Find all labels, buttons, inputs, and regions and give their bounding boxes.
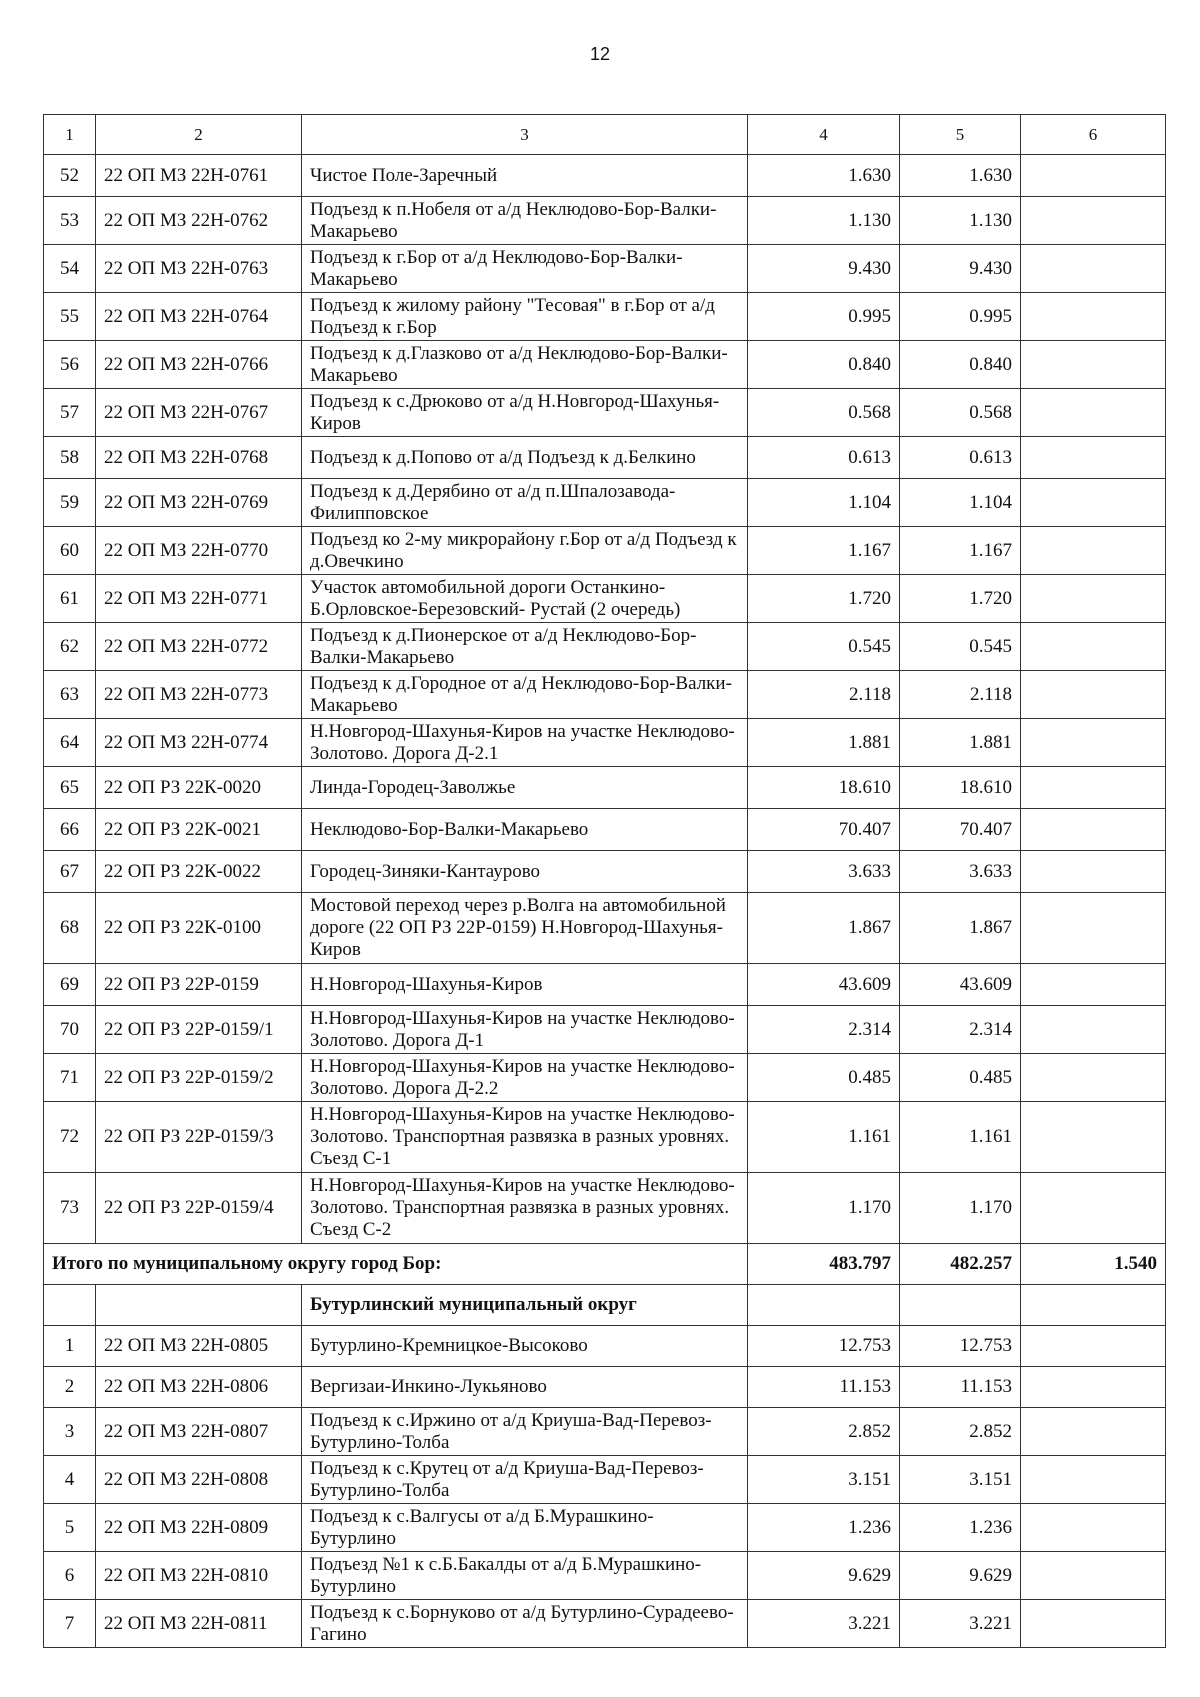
table-row [44,719,1166,767]
column-5-value: 1.720 [900,575,1021,623]
row-number: 52 [44,155,96,197]
road-name: Подъезд к п.Нобеля от а/д Неклюдово-Бор-Валки-Макарьево [302,197,748,245]
table-row [44,1600,1166,1648]
row-number: 62 [44,623,96,671]
road-code: 22 ОП МЗ 22Н-0811 [96,1600,302,1648]
row-number: 7 [44,1600,96,1648]
column-5-value: 9.430 [900,245,1021,293]
road-code: 22 ОП МЗ 22Н-0772 [96,623,302,671]
column-6-value [1021,1367,1166,1408]
total-column-6: 1.540 [1021,1244,1166,1285]
road-name: Городец-Зиняки-Кантаурово [302,851,748,893]
road-name: Мостовой переход через р.Волга на автомобильной дороге (22 ОП РЗ 22Р-0159) Н.Новгород-Шахунья-Киров [302,893,748,964]
roads-table [43,114,1166,1648]
column-6-value [1021,389,1166,437]
road-name: Линда-Городец-Заволжье [302,767,748,809]
road-length: 12.753 [748,1326,900,1367]
road-code: 22 ОП РЗ 22Р-0159/3 [96,1102,302,1173]
column-6-value [1021,851,1166,893]
table-row [44,437,1166,479]
column-6-value [1021,1600,1166,1648]
table-row [44,575,1166,623]
cell-empty [96,1285,302,1326]
row-number: 59 [44,479,96,527]
table-row [44,851,1166,893]
table-row [44,1408,1166,1456]
row-number: 4 [44,1456,96,1504]
column-5-value: 12.753 [900,1326,1021,1367]
road-length: 1.630 [748,155,900,197]
column-5-value: 3.151 [900,1456,1021,1504]
road-length: 1.720 [748,575,900,623]
row-number: 72 [44,1102,96,1173]
road-name: Подъезд к д.Дерябино от а/д п.Шпалозавода-Филипповское [302,479,748,527]
road-length: 1.161 [748,1102,900,1173]
road-code: 22 ОП МЗ 22Н-0810 [96,1552,302,1600]
column-6-value [1021,1408,1166,1456]
road-length: 18.610 [748,767,900,809]
road-code: 22 ОП МЗ 22Н-0761 [96,155,302,197]
road-code: 22 ОП МЗ 22Н-0774 [96,719,302,767]
road-length: 43.609 [748,964,900,1006]
row-number: 56 [44,341,96,389]
road-code: 22 ОП РЗ 22К-0100 [96,893,302,964]
row-number: 5 [44,1504,96,1552]
row-number: 69 [44,964,96,1006]
table-row [44,1102,1166,1173]
road-code: 22 ОП РЗ 22Р-0159 [96,964,302,1006]
road-code: 22 ОП МЗ 22Н-0770 [96,527,302,575]
column-5-value: 2.852 [900,1408,1021,1456]
row-number: 70 [44,1006,96,1054]
row-number: 66 [44,809,96,851]
column-6-value [1021,1054,1166,1102]
total-column-5: 482.257 [900,1244,1021,1285]
column-6-value [1021,293,1166,341]
table-row [44,389,1166,437]
table-row [44,245,1166,293]
row-number: 6 [44,1552,96,1600]
table-row [44,527,1166,575]
road-name: Подъезд к д.Пионерское от а/д Неклюдово-Бор-Валки-Макарьево [302,623,748,671]
column-header: 4 [748,115,900,155]
road-length: 0.485 [748,1054,900,1102]
column-5-value: 0.613 [900,437,1021,479]
table-row [44,1552,1166,1600]
table-row [44,1006,1166,1054]
road-name: Вергизаи-Инкино-Лукьяново [302,1367,748,1408]
road-length: 1.867 [748,893,900,964]
column-6-value [1021,575,1166,623]
column-6-value [1021,719,1166,767]
road-name: Подъезд к с.Иржино от а/д Криуша-Вад-Перевоз-Бутурлино-Толба [302,1408,748,1456]
row-number: 58 [44,437,96,479]
column-5-value: 2.314 [900,1006,1021,1054]
road-code: 22 ОП МЗ 22Н-0768 [96,437,302,479]
row-number: 67 [44,851,96,893]
column-6-value [1021,1552,1166,1600]
column-5-value: 0.545 [900,623,1021,671]
column-6-value [1021,1456,1166,1504]
row-number: 65 [44,767,96,809]
table-row [44,1054,1166,1102]
cell-empty [44,1285,96,1326]
district-header-row [44,1285,1166,1326]
road-name: Н.Новгород-Шахунья-Киров на участке Неклюдово-Золотово. Дорога Д-2.2 [302,1054,748,1102]
column-5-value: 9.629 [900,1552,1021,1600]
total-length: 483.797 [748,1244,900,1285]
road-length: 3.633 [748,851,900,893]
column-5-value: 1.881 [900,719,1021,767]
road-name: Подъезд к с.Дрюково от а/д Н.Новгород-Шахунья-Киров [302,389,748,437]
table-row [44,671,1166,719]
column-5-value: 1.867 [900,893,1021,964]
table-row [44,623,1166,671]
column-header: 5 [900,115,1021,155]
road-code: 22 ОП РЗ 22К-0021 [96,809,302,851]
column-6-value [1021,341,1166,389]
road-length: 0.613 [748,437,900,479]
road-name: Н.Новгород-Шахунья-Киров [302,964,748,1006]
column-header: 1 [44,115,96,155]
road-code: 22 ОП РЗ 22Р-0159/1 [96,1006,302,1054]
table-row [44,1504,1166,1552]
buturlino-rows [44,1326,1166,1648]
road-length: 0.995 [748,293,900,341]
road-length: 70.407 [748,809,900,851]
column-6-value [1021,479,1166,527]
road-code: 22 ОП МЗ 22Н-0767 [96,389,302,437]
column-5-value: 1.104 [900,479,1021,527]
column-6-value [1021,809,1166,851]
road-code: 22 ОП РЗ 22К-0022 [96,851,302,893]
road-length: 0.568 [748,389,900,437]
cell-empty [1021,1285,1166,1326]
column-6-value [1021,1006,1166,1054]
road-code: 22 ОП МЗ 22Н-0769 [96,479,302,527]
road-code: 22 ОП МЗ 22Н-0763 [96,245,302,293]
column-6-value [1021,893,1166,964]
road-length: 2.314 [748,1006,900,1054]
table-row [44,197,1166,245]
row-number: 54 [44,245,96,293]
road-name: Подъезд к с.Крутец от а/д Криуша-Вад-Перевоз-Бутурлино-Толба [302,1456,748,1504]
total-label: Итого по муниципальному округу город Бор: [44,1244,748,1285]
table-row [44,341,1166,389]
column-5-value: 1.170 [900,1173,1021,1244]
page-number: 12 [589,44,611,64]
row-number: 73 [44,1173,96,1244]
road-length: 1.881 [748,719,900,767]
column-5-value: 1.236 [900,1504,1021,1552]
road-code: 22 ОП МЗ 22Н-0773 [96,671,302,719]
column-5-value: 11.153 [900,1367,1021,1408]
road-code: 22 ОП МЗ 22Н-0766 [96,341,302,389]
column-5-value: 1.130 [900,197,1021,245]
row-number: 55 [44,293,96,341]
table-row [44,293,1166,341]
road-code: 22 ОП МЗ 22Н-0806 [96,1367,302,1408]
column-5-value: 3.221 [900,1600,1021,1648]
column-6-value [1021,671,1166,719]
column-6-value [1021,1326,1166,1367]
column-header: 6 [1021,115,1166,155]
road-code: 22 ОП МЗ 22Н-0771 [96,575,302,623]
road-name: Подъезд №1 к с.Б.Бакалды от а/д Б.Мурашкино-Бутурлино [302,1552,748,1600]
road-name: Подъезд к с.Валгусы от а/д Б.Мурашкино-Бутурлино [302,1504,748,1552]
column-5-value: 0.995 [900,293,1021,341]
column-6-value [1021,1173,1166,1244]
table-row [44,809,1166,851]
cell-empty [900,1285,1021,1326]
table-row [44,1326,1166,1367]
road-name: Н.Новгород-Шахунья-Киров на участке Неклюдово-Золотово. Транспортная развязка в разных уровнях. Съезд С-2 [302,1173,748,1244]
road-name: Участок автомобильной дороги Останкино-Б.Орловское-Березовский- Рустай (2 очередь) [302,575,748,623]
column-6-value [1021,155,1166,197]
row-number: 71 [44,1054,96,1102]
road-name: Подъезд к д.Глазково от а/д Неклюдово-Бор-Валки-Макарьево [302,341,748,389]
road-name: Подъезд к г.Бор от а/д Неклюдово-Бор-Валки-Макарьево [302,245,748,293]
column-6-value [1021,245,1166,293]
row-number: 3 [44,1408,96,1456]
table-row [44,767,1166,809]
road-code: 22 ОП МЗ 22Н-0805 [96,1326,302,1367]
row-number: 64 [44,719,96,767]
row-number: 2 [44,1367,96,1408]
road-length: 0.545 [748,623,900,671]
row-number: 61 [44,575,96,623]
road-code: 22 ОП МЗ 22Н-0809 [96,1504,302,1552]
table-row [44,1367,1166,1408]
column-5-value: 18.610 [900,767,1021,809]
road-length: 1.104 [748,479,900,527]
road-length: 1.170 [748,1173,900,1244]
column-header: 2 [96,115,302,155]
column-5-value: 1.630 [900,155,1021,197]
row-number: 57 [44,389,96,437]
total-row [44,1244,1166,1285]
road-name: Подъезд ко 2-му микрорайону г.Бор от а/д Подъезд к д.Овечкино [302,527,748,575]
road-code: 22 ОП МЗ 22Н-0808 [96,1456,302,1504]
cell-empty [748,1285,900,1326]
table-header-row [44,115,1166,155]
road-name: Н.Новгород-Шахунья-Киров на участке Неклюдово-Золотово. Транспортная развязка в разных уровнях. Съезд С-1 [302,1102,748,1173]
road-length: 0.840 [748,341,900,389]
road-length: 3.151 [748,1456,900,1504]
road-length: 1.236 [748,1504,900,1552]
road-name: Подъезд к с.Борнуково от а/д Бутурлино-Сурадеево-Гагино [302,1600,748,1648]
road-name: Бутурлино-Кремницкое-Высоково [302,1326,748,1367]
column-5-value: 70.407 [900,809,1021,851]
road-length: 2.118 [748,671,900,719]
column-header: 3 [302,115,748,155]
row-number: 63 [44,671,96,719]
column-5-value: 0.568 [900,389,1021,437]
road-name: Неклюдово-Бор-Валки-Макарьево [302,809,748,851]
road-code: 22 ОП МЗ 22Н-0764 [96,293,302,341]
road-name: Н.Новгород-Шахунья-Киров на участке Неклюдово-Золотово. Дорога Д-2.1 [302,719,748,767]
road-length: 1.130 [748,197,900,245]
column-5-value: 0.840 [900,341,1021,389]
column-5-value: 1.161 [900,1102,1021,1173]
road-name: Чистое Поле-Заречный [302,155,748,197]
district-name: Бутурлинский муниципальный округ [302,1285,748,1326]
bor-rows [44,155,1166,1244]
column-5-value: 2.118 [900,671,1021,719]
road-name: Подъезд к жилому району "Тесовая" в г.Бор от а/д Подъезд к г.Бор [302,293,748,341]
road-code: 22 ОП РЗ 22Р-0159/2 [96,1054,302,1102]
road-length: 9.430 [748,245,900,293]
road-code: 22 ОП РЗ 22Р-0159/4 [96,1173,302,1244]
column-6-value [1021,437,1166,479]
table-row [44,964,1166,1006]
column-5-value: 1.167 [900,527,1021,575]
row-number: 53 [44,197,96,245]
road-length: 2.852 [748,1408,900,1456]
column-6-value [1021,197,1166,245]
road-code: 22 ОП РЗ 22К-0020 [96,767,302,809]
table-row [44,1173,1166,1244]
column-6-value [1021,1102,1166,1173]
road-code: 22 ОП МЗ 22Н-0762 [96,197,302,245]
column-6-value [1021,964,1166,1006]
road-name: Подъезд к д.Городное от а/д Неклюдово-Бор-Валки-Макарьево [302,671,748,719]
column-6-value [1021,767,1166,809]
row-number: 60 [44,527,96,575]
table-row [44,1456,1166,1504]
row-number: 1 [44,1326,96,1367]
road-length: 11.153 [748,1367,900,1408]
table-row [44,479,1166,527]
column-6-value [1021,1504,1166,1552]
road-name: Подъезд к д.Попово от а/д Подъезд к д.Белкино [302,437,748,479]
column-5-value: 0.485 [900,1054,1021,1102]
column-6-value [1021,527,1166,575]
road-name: Н.Новгород-Шахунья-Киров на участке Неклюдово-Золотово. Дорога Д-1 [302,1006,748,1054]
column-5-value: 3.633 [900,851,1021,893]
road-length: 1.167 [748,527,900,575]
table-row [44,893,1166,964]
road-code: 22 ОП МЗ 22Н-0807 [96,1408,302,1456]
road-length: 9.629 [748,1552,900,1600]
row-number: 68 [44,893,96,964]
column-6-value [1021,623,1166,671]
table-row [44,155,1166,197]
column-5-value: 43.609 [900,964,1021,1006]
road-length: 3.221 [748,1600,900,1648]
